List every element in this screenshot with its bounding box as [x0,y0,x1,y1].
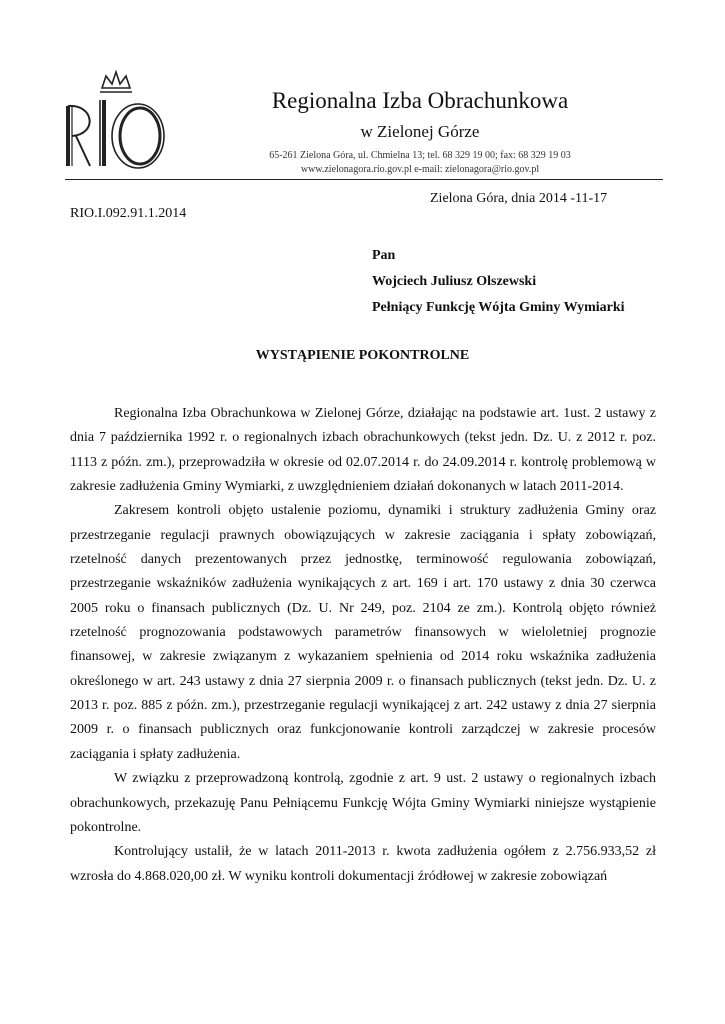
organization-city: w Zielonej Górze [360,122,480,141]
document-body [70,402,656,889]
svg-text:RIO: RIO [120,174,122,175]
organization-web-contact: www.zielonagora.rio.gov.pl e-mail: zielonagora@rio.gov.pl [300,164,540,175]
paragraph: Zakresem kontroli objęto ustalenie poziomu, dynamiki i struktury zadłużenia Gminy oraz przestrzeganie regulacji prawnych obowiązujących w zakresie zaciągania i spłaty zobowiązań, rzetelność danych prezentowanych przez jednostkę, terminowość regulowania zobowiązań, przestrzeganie wskaźników zadłużenia wynikających z art. 169 i art. 170 ustawy z dnia 30 czerwca 2005 roku o finansach publicznych (Dz. U. Nr 249, poz. 2104 ze zm.). Kontrolą objęto również rzetelność prognozowania podstawowych parametrów finansowych w wieloletniej prognozie finansowej, w zakresie związanym z wykazaniem spełnienia od 2014 roku wskaźnika zadłużenia określonego w art. 243 ustawy z dnia 27 sierpnia 2009 r. o finansach publicznych (tekst jedn. Dz. U. z 2013 r. poz. 885 z późn. zm.), przestrzeganie regulacji wynikającej z art. 242 ustawy z dnia 27 sierpnia 2009 r. o finansach publicznych oraz funkcjonowanie kontroli zarządczej w zakresie procesów zaciągania i spłaty zadłużenia. [70,503,656,762]
recipient-position: Pełniący Funkcję Wójta Gminy Wymiarki [372,300,625,315]
paragraph: W związku z przeprowadzoną kontrolą, zgodnie z art. 9 ust. 2 ustawy o regionalnych izbach obrachunkowych, przekazuję Panu Pełniącemu Funkcję Wójta Gminy Wymiarki niniejsze wystąpienie pokontrolne. [70,771,656,835]
document-date: Zielona Góra, dnia 2014 -11-17 [430,191,608,206]
header-divider [65,179,663,180]
document-title: WYSTĄPIENIE POKONTROLNE [255,348,470,363]
paragraph: Regionalna Izba Obrachunkowa w Zielonej Górze, działając na podstawie art. 1ust. 2 ustawy z dnia 7 października 1992 r. o regionalnych izbach obrachunkowych (tekst jedn. Dz. U. z 2012 r. poz. 1113 z późn. zm.), przeprowadziła w okresie od 02.07.2014 r. do 24.09.2014 r. kontrolę problemową w zakresie zadłużenia Gminy Wymiarki, z uwzględnieniem działań dokonanych w latach 2011-2014. [70,406,656,495]
organization-name: Regionalna Izba Obrachunkowa [271,88,569,113]
crown-icon [100,72,132,92]
paragraph: Kontrolujący ustalił, że w latach 2011-2013 r. kwota zadłużenia ogółem z 2.756.933,52 zł wzrosła do 4.868.020,00 zł. W wyniku kontroli dokumentacji źródłowej w zakresie zobowiązań [70,844,656,884]
rio-logo [60,66,180,176]
recipient-name: Wojciech Juliusz Olszewski [372,274,537,289]
reference-number: RIO.I.092.91.1.2014 [70,206,187,221]
recipient-salutation: Pan [372,248,396,263]
organization-address: 65-261 Zielona Góra, ul. Chmielna 13; tel. 68 329 19 00; fax: 68 329 19 03 [269,150,571,161]
